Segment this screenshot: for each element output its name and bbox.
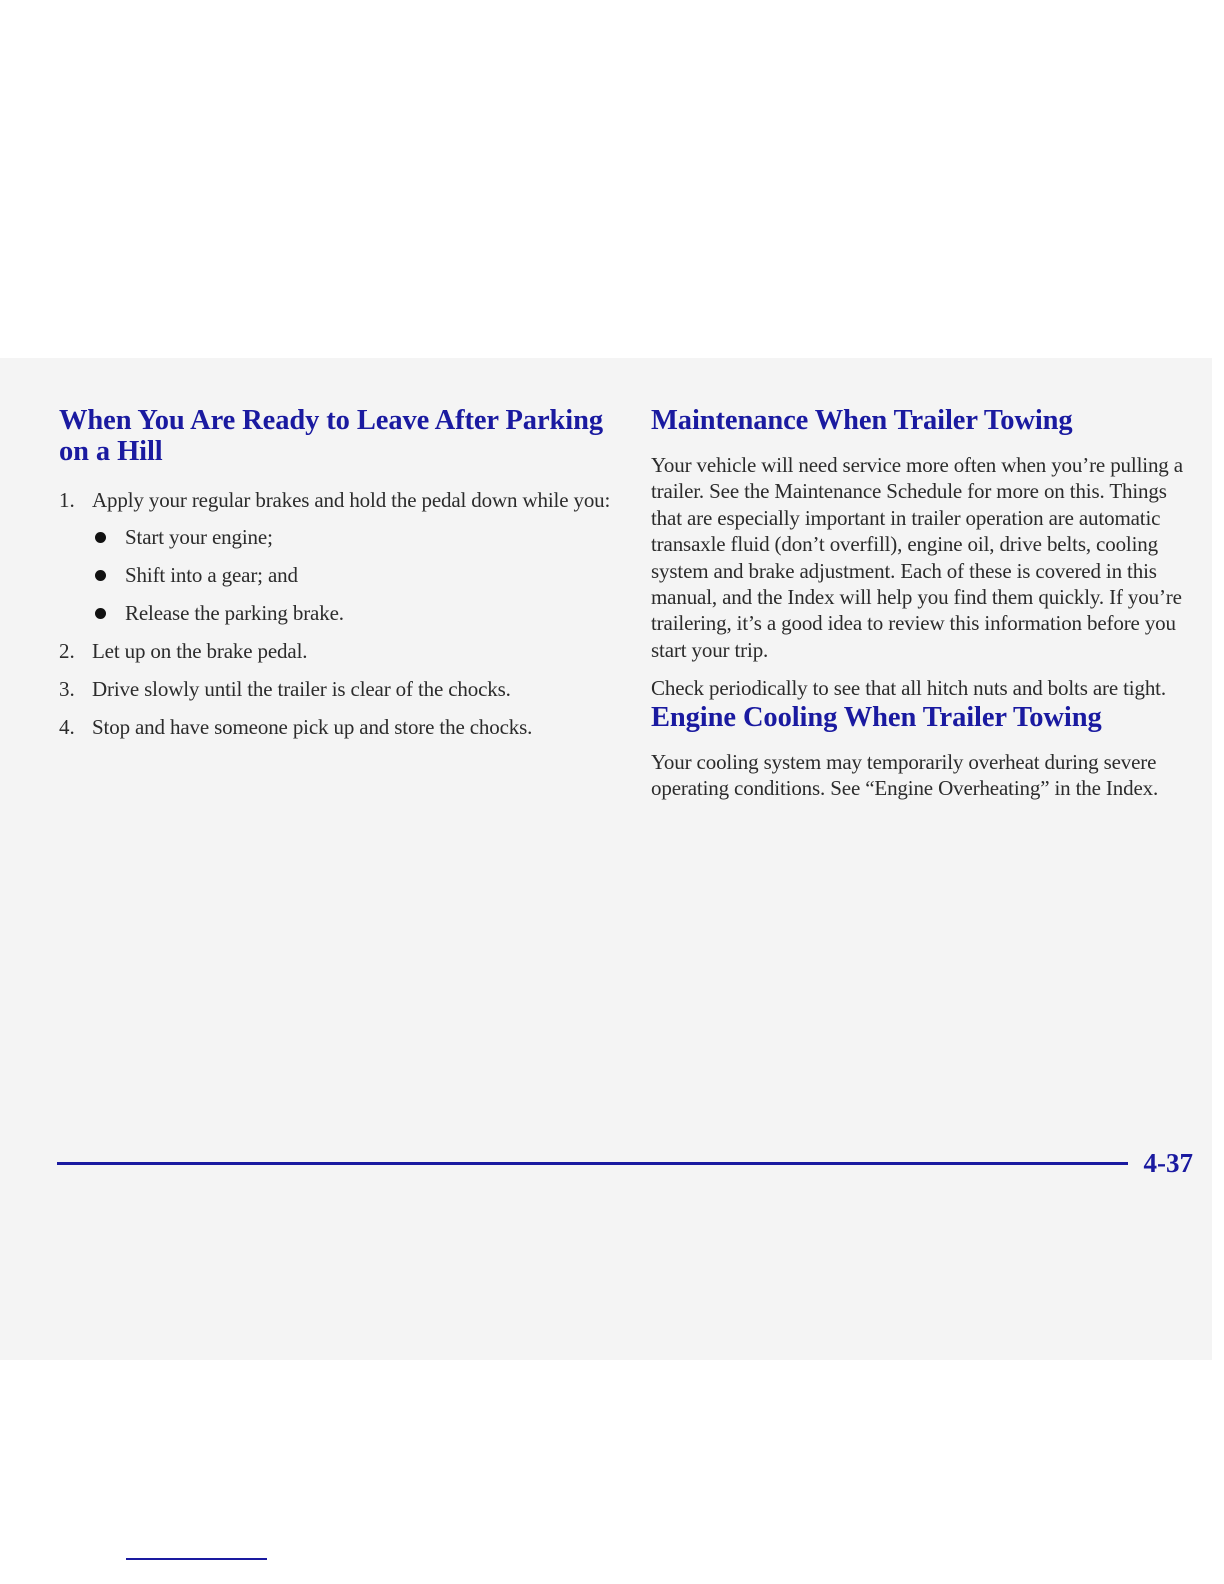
step-number: 3.: [59, 677, 75, 702]
step-number: 1.: [59, 488, 75, 512]
bullet-icon: [95, 608, 106, 619]
link-underline: [126, 1558, 267, 1560]
bullet-item: [92, 600, 619, 626]
bullet-icon: [95, 532, 106, 543]
step-text: Let up on the brake pedal.: [92, 639, 308, 664]
maintenance-paragraph: Your vehicle will need service more often when you’re pulling a trailer. See the Maintenance Schedule for more on this. Things that are especially important in trailer operation are automatic transaxle fluid (don’t overfill), engine oil, drive belts, cooling system and brake adjustment. Each of these is covered in this manual, and the Index will help you find them quickly. If you’re trailering, it’s a good idea to review this information before you start your trip.: [651, 453, 1183, 662]
leave-after-parking-heading: When You Are Ready to Leave After Parking on a Hill: [59, 405, 603, 467]
step-text: Drive slowly until the trailer is clear of the chocks.: [92, 677, 511, 702]
step-text: Stop and have someone pick up and store the chocks.: [92, 715, 533, 740]
footer-rule: [57, 1162, 1128, 1165]
bullet-text: Start your engine;: [125, 525, 273, 550]
hitch-check-paragraph: Check periodically to see that all hitch nuts and bolts are tight.: [651, 676, 1166, 701]
steps-list: [59, 487, 619, 741]
bullet-icon: [95, 570, 106, 581]
bullet-text: Release the parking brake.: [125, 601, 344, 626]
step-3: [59, 676, 619, 702]
step-4: [59, 714, 619, 740]
left-column: [59, 405, 619, 752]
step-number: 2.: [59, 639, 75, 664]
bullet-item: [92, 524, 619, 550]
bullet-item: [92, 562, 619, 588]
step-text: Apply your regular brakes and hold the pedal down while you:: [92, 488, 611, 512]
engine-cooling-paragraph: Your cooling system may temporarily overheat during severe operating conditions. See “Engine Overheating” in the Index.: [651, 749, 1159, 801]
step-number: 4.: [59, 715, 75, 740]
page-number: 4-37: [1143, 1148, 1193, 1178]
bullet-list: [92, 524, 619, 626]
right-column: [651, 405, 1199, 801]
step-2: [59, 638, 619, 664]
maintenance-heading: Maintenance When Trailer Towing: [651, 405, 1073, 436]
engine-cooling-heading: Engine Cooling When Trailer Towing: [651, 701, 1102, 733]
bullet-text: Shift into a gear; and: [125, 563, 298, 588]
step-1: [59, 487, 619, 627]
